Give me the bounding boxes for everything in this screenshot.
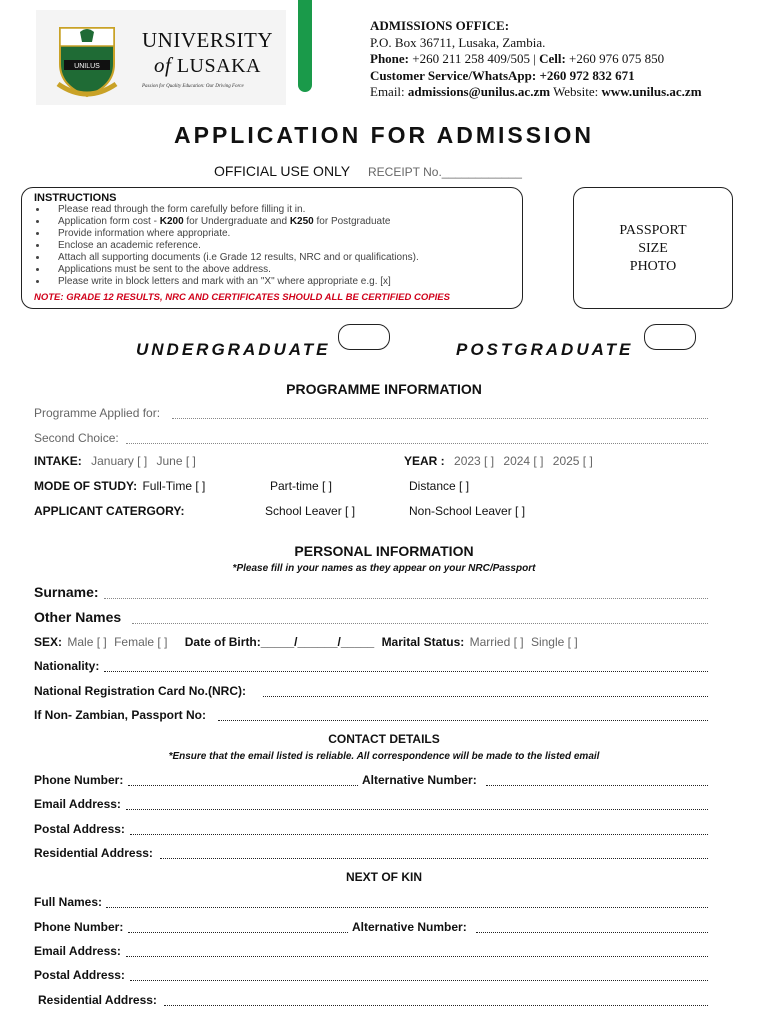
kin-alt-phone-field[interactable] [476,932,708,933]
intake-row: INTAKE: January [ ] June [ ] [34,454,196,468]
instruction-item: • Please write in block letters and mark with an "X" where appropriate e.g. [x] [48,276,419,288]
dob-field[interactable]: Date of Birth:_____/______/_____ [184,635,375,649]
university-name: UNIVERSITY of LUSAKA [142,28,273,77]
kin-email-label: Email Address: [34,944,121,958]
admissions-contact-block: ADMISSIONS OFFICE: P.O. Box 36711, Lusaka, Zambia. Phone: +260 211 258 409/505 | Cell: +260 976 075 850 Customer Service/WhatsApp: +260 972 832 671 Email: admissions@unilus.ac.zm Website: www.unilus.ac.zm [370,18,702,99]
personal-heading: PERSONAL INFORMATION [294,543,474,559]
passport-label: If Non- Zambian, Passport No: [34,708,207,722]
contact-phone-field[interactable] [128,785,358,786]
kin-residential-field[interactable] [164,1005,708,1006]
whatsapp-line: Customer Service/WhatsApp: +260 972 832 671 [370,67,635,83]
marital-single-option[interactable]: Single [ ] [530,635,578,649]
programme-applied-field[interactable] [172,418,708,419]
category-school-leaver-option[interactable]: School Leaver [ ] [265,504,356,518]
intake-june-option[interactable]: June [ ] [156,454,196,468]
contact-email-field[interactable] [126,809,708,810]
kin-phone-label: Phone Number: [34,920,124,934]
contact-alt-phone-field[interactable] [486,785,708,786]
other-names-field[interactable] [132,623,708,624]
instruction-item: • Provide information where appropriate. [48,228,419,240]
second-choice-field[interactable] [126,443,708,444]
instruction-item: • Attach all supporting documents (i.e Grade 12 results, NRC and or qualifications). [48,252,419,264]
instructions-note: NOTE: GRADE 12 RESULTS, NRC AND CERTIFICATES SHOULD ALL BE CERTIFIED COPIES [34,292,450,303]
year-2023-option[interactable]: 2023 [ ] [454,454,495,468]
mode-fulltime-option[interactable]: Full-Time [ ] [142,479,206,493]
sex-dob-marital-row: SEX: Male [ ] Female [ ] Date of Birth:_____/______/_____ Marital Status: Married [ ] Single [ ] [34,635,578,649]
contact-residential-label: Residential Address: [34,846,153,860]
contact-email-label: Email Address: [34,797,121,811]
instruction-item: • Enclose an academic reference. [48,240,419,252]
personal-note: *Please fill in your names as they appear on your NRC/Passport [232,563,536,574]
postgraduate-checkbox[interactable] [644,324,696,350]
category-row: APPLICANT CATERGORY: [34,504,185,518]
kin-phone-field[interactable] [128,932,348,933]
contact-postal-field[interactable] [130,834,708,835]
instruction-item: • Applications must be sent to the above address. [48,264,419,276]
nrc-label: National Registration Card No.(NRC): [34,684,247,698]
instruction-item: • Please read through the form carefully before filling it in. [48,204,419,216]
passport-photo-box: PASSPORT SIZE PHOTO [573,187,733,309]
contact-postal-label: Postal Address: [34,822,125,836]
office-title: ADMISSIONS OFFICE: [370,18,510,33]
green-accent-bar [298,0,312,92]
nrc-field[interactable] [263,696,708,697]
contact-phone-label: Phone Number: [34,773,124,787]
programme-applied-label: Programme Applied for: [34,406,161,420]
year-row: YEAR : 2023 [ ] 2024 [ ] 2025 [ ] [404,454,593,468]
intake-january-option[interactable]: January [ ] [91,454,148,468]
marital-married-option[interactable]: Married [ ] [469,635,524,649]
second-choice-label: Second Choice: [34,431,119,445]
surname-field[interactable] [104,598,708,599]
page-title: APPLICATION FOR ADMISSION [174,122,594,148]
year-2025-option[interactable]: 2025 [ ] [552,454,593,468]
nationality-field[interactable] [104,671,708,672]
contact-residential-field[interactable] [160,858,708,859]
instructions-list [36,204,419,288]
undergraduate-label: UNDERGRADUATE [136,340,331,359]
kin-full-names-label: Full Names: [34,895,103,909]
instructions-box [21,187,523,309]
surname-label: Surname: [34,584,99,600]
kin-residential-label: Residential Address: [38,993,157,1007]
nationality-label: Nationality: [34,659,100,673]
instruction-item: • Application form cost - K200 for Undergraduate and K250 for Postgraduate [48,216,419,228]
other-names-label: Other Names [34,609,122,625]
mode-distance-option[interactable]: Distance [ ] [409,479,470,493]
kin-full-names-field[interactable] [106,907,708,908]
official-use-label: OFFICIAL USE ONLY [214,163,351,179]
category-non-school-leaver-option[interactable]: Non-School Leaver [ ] [409,504,526,518]
sex-male-option[interactable]: Male [ ] [67,635,107,649]
office-address: P.O. Box 36711, Lusaka, Zambia. [370,34,546,50]
website-link[interactable]: www.unilus.ac.zm [601,84,702,99]
kin-email-field[interactable] [126,956,708,957]
kin-postal-field[interactable] [130,980,708,981]
programme-heading: PROGRAMME INFORMATION [286,381,482,397]
year-2024-option[interactable]: 2024 [ ] [503,454,544,468]
logo-tagline: Passion for Quality Education: Our Driving Force [142,84,244,89]
passport-field[interactable] [218,720,708,721]
kin-postal-label: Postal Address: [34,968,125,982]
crest-icon [56,24,118,100]
kin-heading: NEXT OF KIN [345,870,422,884]
contact-heading: CONTACT DETAILS [328,732,440,746]
mode-parttime-option[interactable]: Part-time [ ] [270,479,333,493]
mode-row: MODE OF STUDY: Full-Time [ ] [34,479,206,493]
postgraduate-label: POSTGRADUATE [456,340,634,359]
contact-note: *Ensure that the email listed is reliable. All correspondence will be made to the listed email [168,751,600,762]
instructions-heading: INSTRUCTIONS [34,192,117,204]
university-logo [36,10,286,105]
contact-alt-phone-label: Alternative Number: [362,773,477,787]
undergraduate-checkbox[interactable] [338,324,390,350]
email-link[interactable]: admissions@unilus.ac.zm [407,84,551,99]
receipt-number[interactable]: RECEIPT No.____________ [368,165,522,179]
svg-text:UNILUS: UNILUS [74,63,100,70]
sex-female-option[interactable]: Female [ ] [114,635,168,649]
kin-alt-phone-label: Alternative Number: [352,920,467,934]
